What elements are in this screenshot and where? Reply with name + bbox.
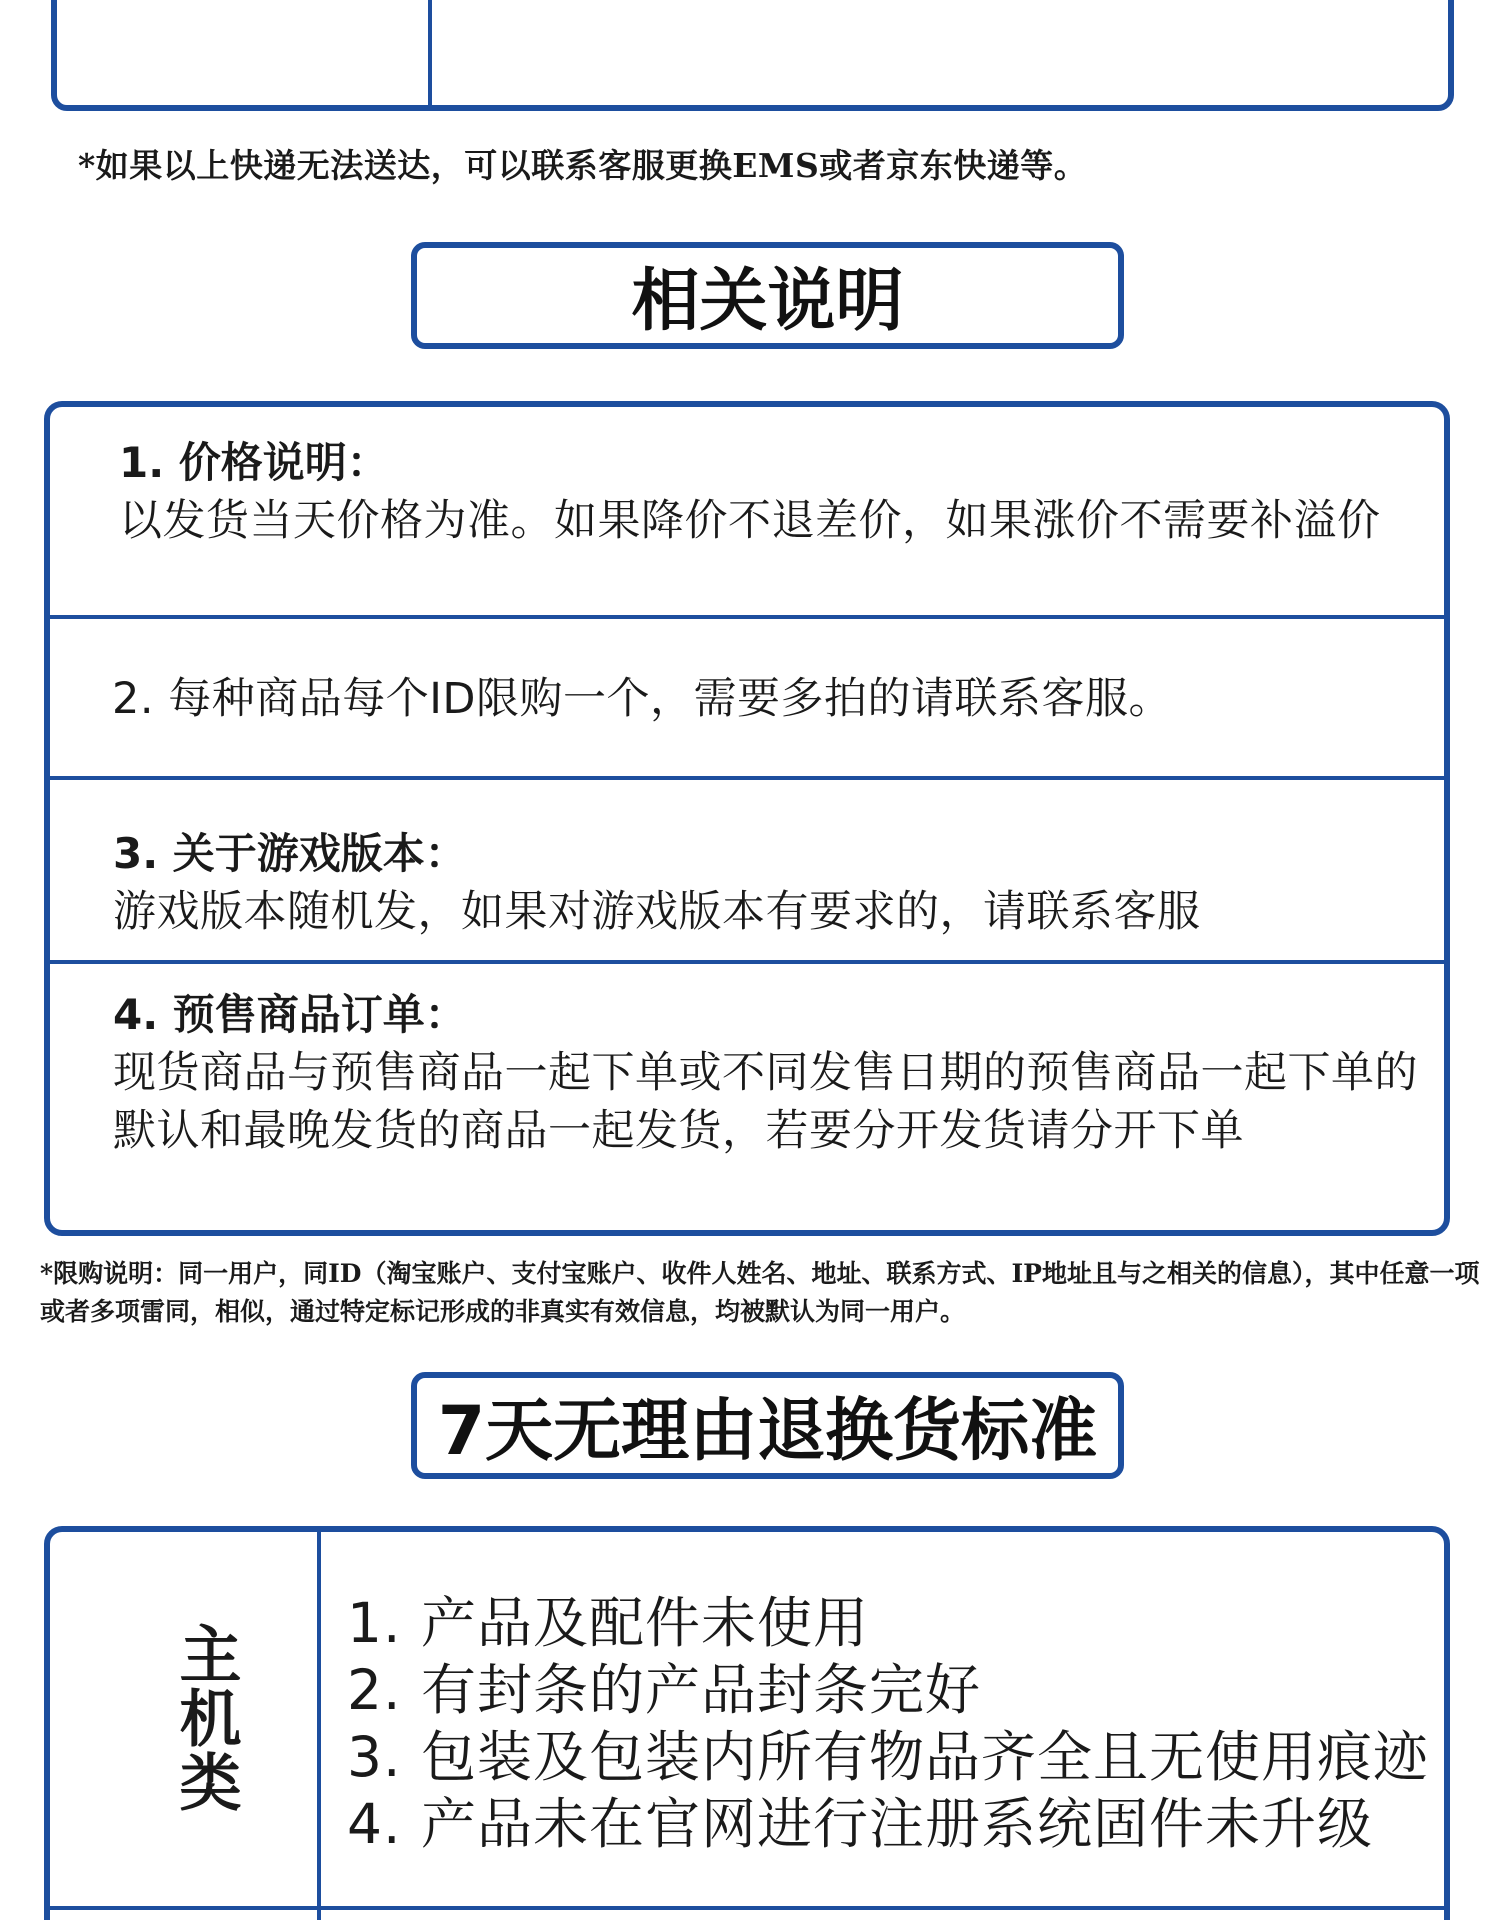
- purchase-limit-note: *限购说明：同一用户，同ID（淘宝账户、支付宝账户、收件人姓名、地址、联系方式、IP地址且与之相关的信息），其中任意一项或者多项雷同，相似，通过特定标记形成的非真实有效信息，均被默认为同一用户。: [40, 1259, 1480, 1326]
- category-label: 主机类: [169, 1622, 242, 1814]
- row-divider: [50, 1906, 1444, 1910]
- note-heading: 1. 价格说明：: [119, 438, 389, 487]
- section-title-returns: 7天无理由退换货标准: [411, 1372, 1124, 1479]
- note-heading: 4. 预售商品订单：: [113, 990, 467, 1039]
- note-body: 现货商品与预售商品一起下单或不同发售日期的预售商品一起下单的默认和最晚发货的商品一起发货，若要分开发货请分开下单: [113, 1048, 1418, 1156]
- note-heading: 3. 关于游戏版本：: [113, 829, 467, 878]
- note-row-limit: [50, 619, 1444, 780]
- note-row-presale: [50, 964, 1444, 1236]
- return-conditions-list: [347, 1590, 1429, 1858]
- return-policy-table: [44, 1526, 1450, 1920]
- shipping-note: *如果以上快递无法送达，可以联系客服更换EMS或者京东快递等。: [78, 146, 1088, 185]
- list-item: 1. 产品及配件未使用: [347, 1591, 870, 1655]
- note-body: 游戏版本随机发，如果对游戏版本有要求的，请联系客服: [113, 887, 1201, 937]
- notes-table: [44, 401, 1450, 1236]
- note-body: 以发货当天价格为准。如果降价不退差价，如果涨价不需要补溢价: [119, 496, 1381, 546]
- list-item: 4. 产品未在官网进行注册系统固件未升级: [347, 1792, 1374, 1856]
- note-row-price: [50, 407, 1444, 619]
- note-body: 2. 每种商品每个ID限购一个，需要多拍的请联系客服。: [112, 674, 1172, 724]
- column-divider: [317, 1532, 321, 1920]
- shipping-table-fragment: [51, 0, 1454, 111]
- note-row-game-version: [50, 780, 1444, 964]
- column-divider: [428, 0, 432, 105]
- list-item: 2. 有封条的产品封条完好: [347, 1658, 982, 1722]
- list-item: 3. 包装及包装内所有物品齐全且无使用痕迹: [347, 1725, 1430, 1789]
- section-title-notes: 相关说明: [411, 242, 1124, 349]
